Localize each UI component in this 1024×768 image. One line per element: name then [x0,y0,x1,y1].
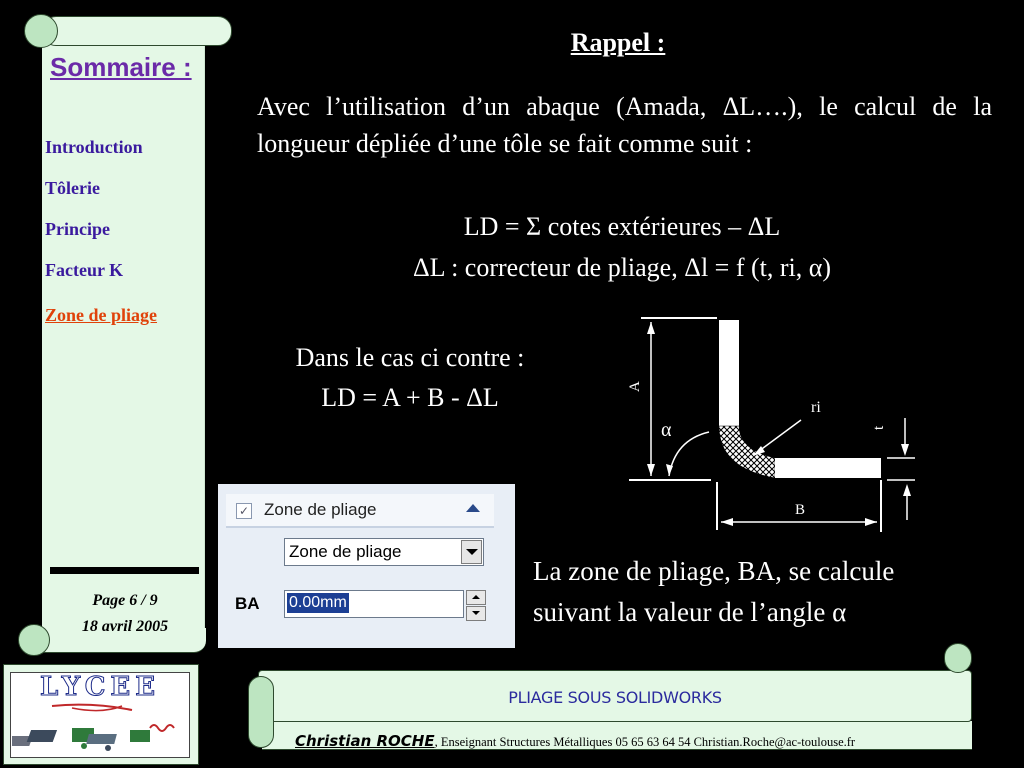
spin-down-button[interactable] [466,606,486,621]
page-date: 18 avril 2005 [81,618,169,635]
scroll-curl-decoration [18,624,50,656]
chevron-down-icon [466,549,478,555]
formula-ld: LD = Σ cotes extérieures – ΔL [463,212,781,241]
ba-label: BA [235,594,260,613]
zone-text-line-2: suivant la valeur de l’angle α [533,597,847,627]
bend-diagram [625,310,925,535]
label-b: B [795,502,806,518]
author-name: Christian ROCHE [295,732,435,750]
banner-curl-left [248,676,274,748]
workshop-illustration [12,700,188,756]
banner-title: PLIAGE SOUS SOLIDWORKS [508,688,722,707]
sheet-horizontal-leg [775,458,881,478]
author-credit [295,732,855,750]
sidebar-item-principe[interactable]: Principe [45,219,110,239]
sidebar-item-facteur-k[interactable]: Facteur K [45,260,124,280]
banner-curl-right [944,643,972,673]
select-value: Zone de pliage [289,542,402,561]
page-number: Page 6 / 9 [92,592,158,609]
collapse-chevron-icon[interactable] [466,504,480,512]
sidebar-heading: Sommaire : [50,52,192,82]
sidebar-item-zone-de-pliage[interactable]: Zone de pliage [45,305,158,325]
arrow-up-icon [472,595,480,599]
label-a: A [627,381,643,392]
arrow-down-icon [472,611,480,615]
panel-section-title: Zone de pliage [264,500,377,519]
sidebar-scroll [42,40,205,640]
zone-text-line-1: La zone de pliage, BA, se calcule [533,556,895,586]
sidebar-scroll-top [42,16,232,46]
spin-up-button[interactable] [466,590,486,605]
intro-paragraph: Avec l’utilisation d’un abaque (Amada, ΔL….), le calcul de la longueur dépliée d’une tôle se fait comme suit : [257,92,992,158]
case-formula: LD = A + B - ΔL [321,383,499,412]
sidebar-item-introduction[interactable]: Introduction [45,137,143,157]
label-alpha: α [661,419,672,441]
label-t: t [871,425,887,430]
lycee-logo: LYCEE [39,672,161,702]
zone-de-pliage-checkbox[interactable]: ✓ [236,503,252,519]
sidebar-item-tolerie[interactable]: Tôlerie [45,178,100,198]
sidebar-divider [50,567,199,574]
scroll-curl-decoration [24,14,58,48]
author-info: , Enseignant Structures Métalliques 05 65 63 64 54 Christian.Roche@ac-toulouse.fr [434,735,856,749]
sheet-vertical-leg [719,320,739,426]
case-title: Dans le cas ci contre : [295,343,525,372]
formula-delta-l: ΔL : correcteur de pliage, Δl = f (t, ri, α) [412,253,832,282]
slide-title: Rappel : [570,28,666,57]
ba-value-text: 0.00mm [289,594,347,611]
label-ri: ri [811,399,821,416]
panel-divider [226,526,494,528]
